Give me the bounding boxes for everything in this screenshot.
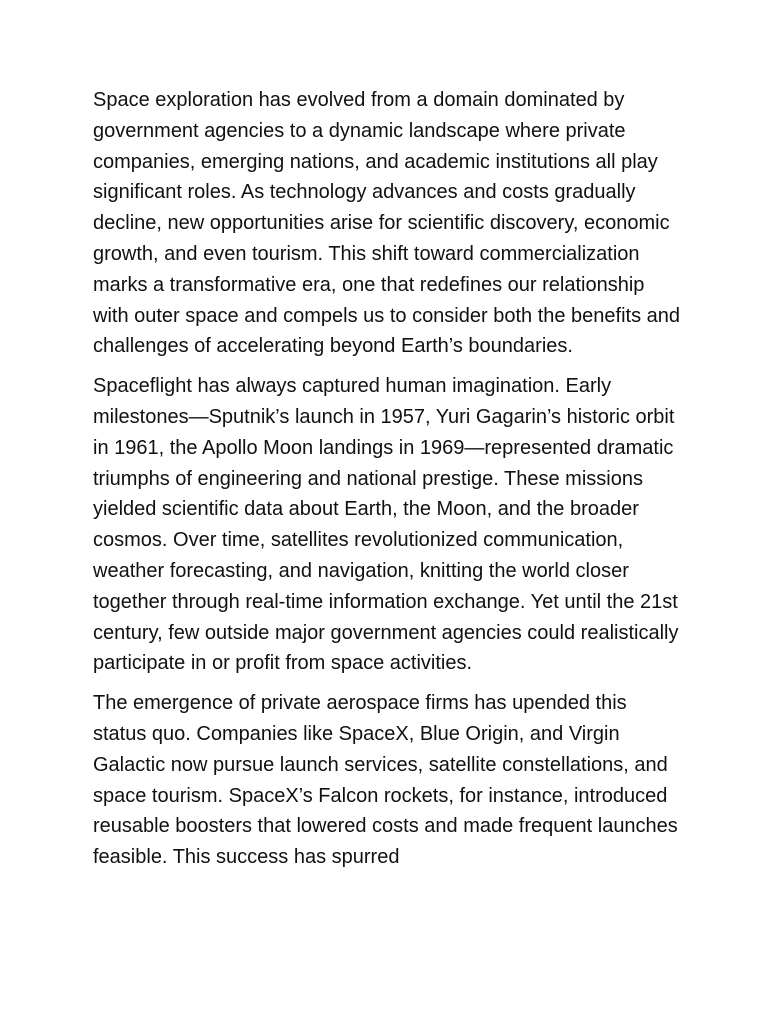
document-body (93, 85, 683, 882)
paragraph-history: Spaceflight has always captured human imagination. Early milestones—Sputnik’s launch in 1957, Yuri Gagarin’s historic orbit in 1961, the Apollo Moon landings in 1969—represented dramatic triumphs of engineering and national prestige. These missions yielded scientific data about Earth, the Moon, and the broader cosmos. Over time, satellites revolutionized communication, weather forecasting, and navigation, knitting the world closer together through real-time information exchange. Yet until the 21st century, few outside major government agencies could realistically participate in or profit from space activities. (93, 375, 679, 675)
paragraph-private-firms: The emergence of private aerospace firms has upended this status quo. Companies like SpaceX, Blue Origin, and Virgin Galactic now pursue launch services, satellite constellations, and space tourism. SpaceX’s Falcon rockets, for instance, introduced reusable boosters that lowered costs and made frequent launches feasible. This success has spurred (93, 692, 678, 869)
paragraph-intro: Space exploration has evolved from a domain dominated by government agencies to a dynamic landscape where private companies, emerging nations, and academic institutions all play significant roles. As technology advances and costs gradually decline, new opportunities arise for scientific discovery, economic growth, and even tourism. This shift toward commercialization marks a transformative era, one that redefines our relationship with outer space and compels us to consider both the benefits and challenges of accelerating beyond Earth’s boundaries. (93, 89, 681, 358)
